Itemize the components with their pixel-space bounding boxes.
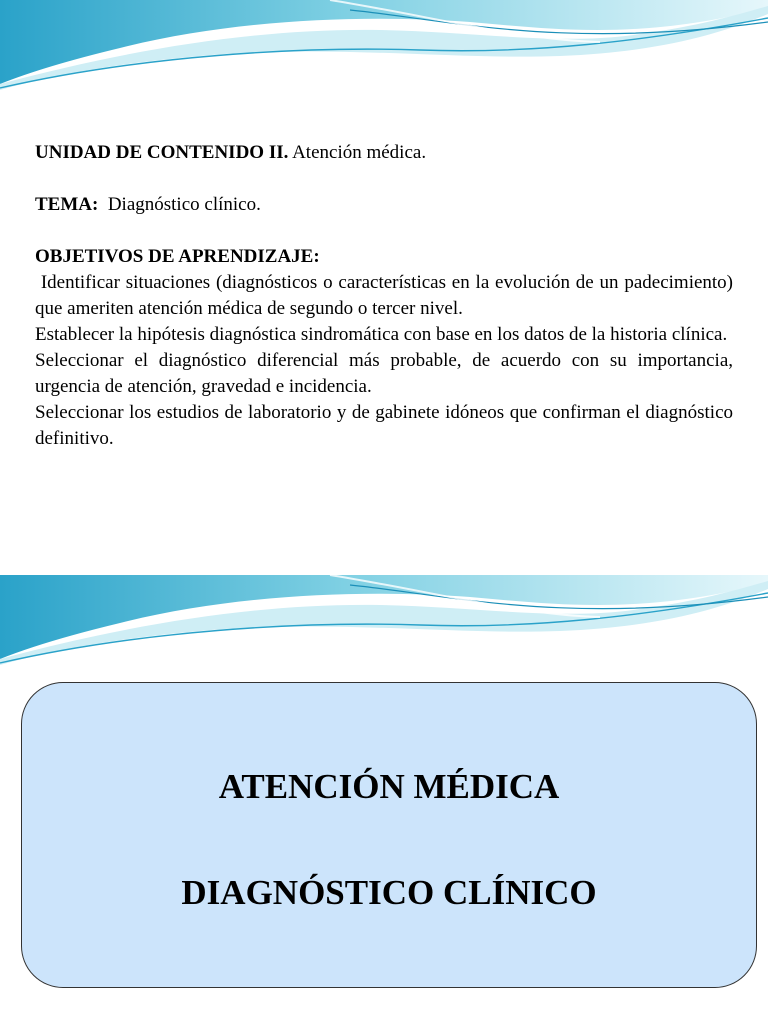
unit-label: UNIDAD DE CONTENIDO II. [35, 142, 289, 163]
objective-item: Establecer la hipótesis diagnóstica sindromática con base en los datos de la historia clínica. [35, 324, 728, 345]
objective-item: Identificar situaciones (diagnósticos o características en la evolución de un padecimiento) que ameriten atención médica de segundo o tercer nivel. [35, 272, 738, 319]
header-wave-decoration [0, 575, 768, 675]
slide-title [0, 575, 768, 1024]
title-line-1: ATENCIÓN MÉDICA [218, 767, 560, 806]
unit-value: Atención médica. [288, 142, 427, 163]
topic-value: Diagnóstico clínico. [98, 194, 261, 215]
objective-item: Seleccionar los estudios de laboratorio y de gabinete idóneos que confirman el diagnóstico definitivo. [35, 402, 733, 449]
title-line-2: DIAGNÓSTICO CLÍNICO [181, 873, 597, 912]
topic-label: TEMA: [35, 194, 99, 215]
objectives-content [35, 140, 738, 452]
title-box [21, 682, 757, 988]
objectives-heading: OBJETIVOS DE APRENDIZAJE: [35, 246, 320, 267]
header-wave-decoration [0, 0, 768, 100]
topic-line [35, 192, 733, 218]
unit-line [35, 140, 733, 166]
objective-item: Seleccionar el diagnóstico diferencial más probable, de acuerdo con su importancia, urgencia de atención, gravedad e incidencia. [35, 350, 733, 397]
